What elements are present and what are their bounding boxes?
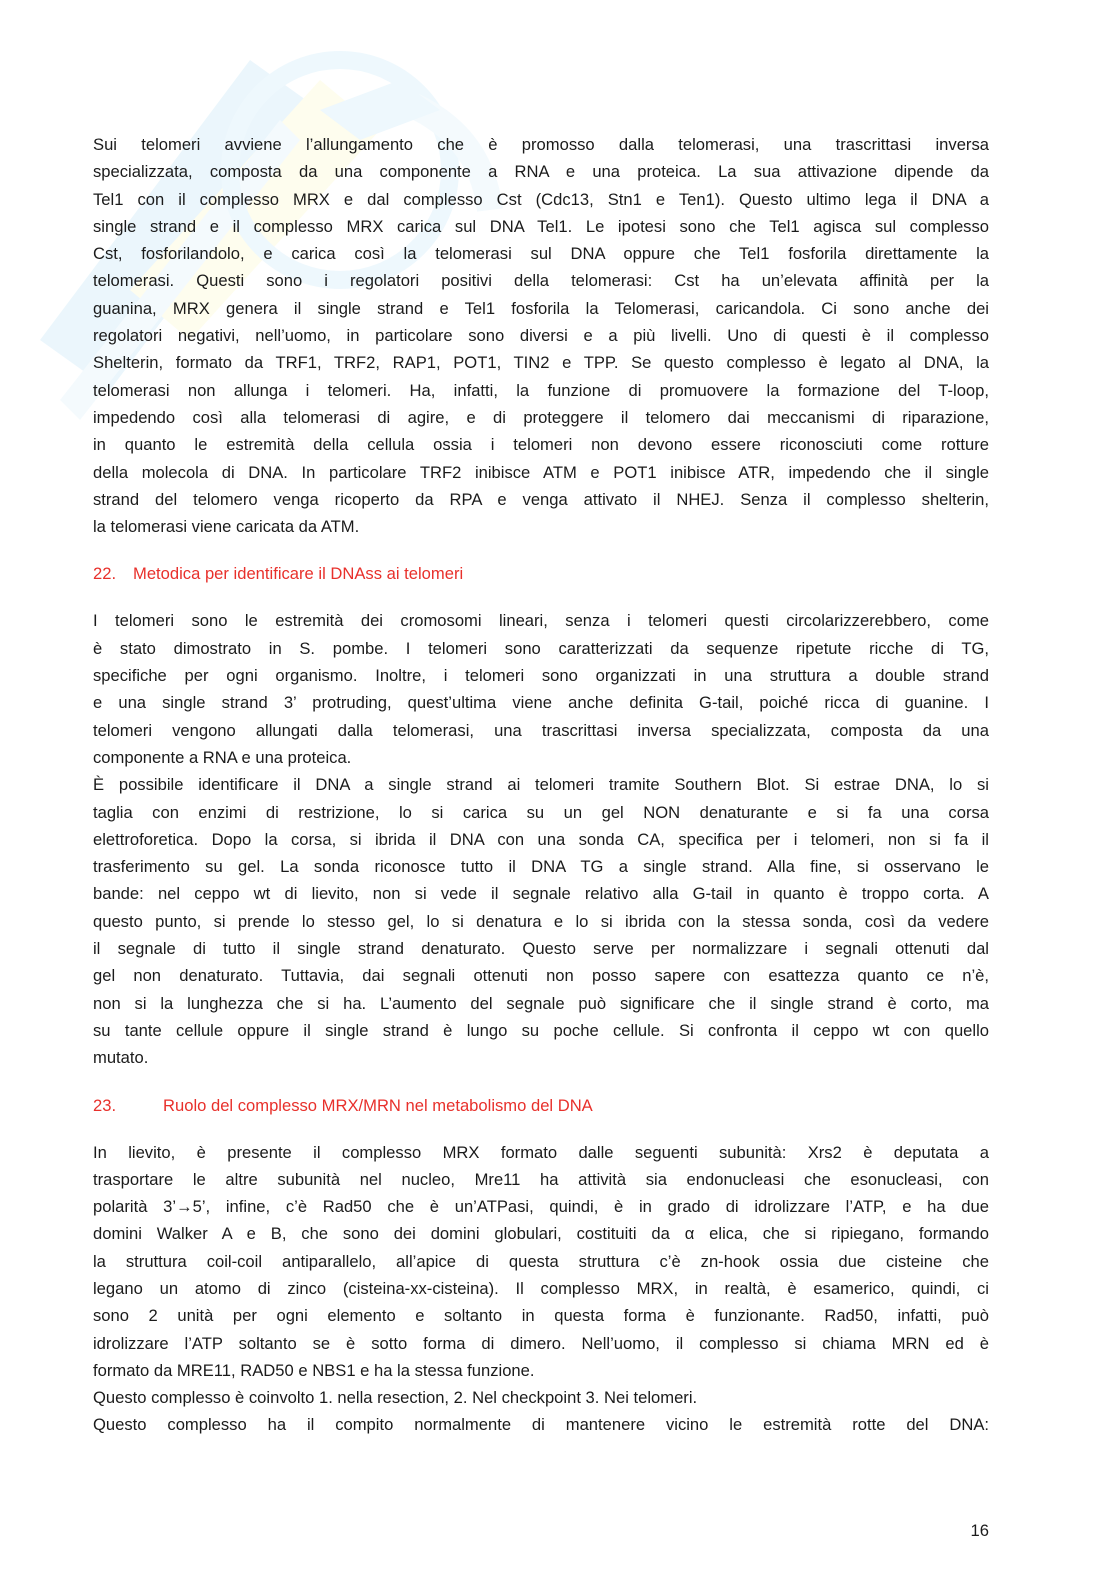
section-23-heading <box>93 1092 989 1119</box>
section-22-title: Metodica per identificare il DNAss ai telomeri <box>133 564 464 584</box>
page-number: 16 <box>970 1521 989 1540</box>
section-22-paragraph-1: I telomeri sono le estremità dei cromosomi lineari, senza i telomeri questi circolarizzerebbero, come è stato dimostrato in S. pombe. I telomeri sono caratterizzati da sequenze ripetute ricche di TG, specifiche per ogni organismo. Inoltre, i telomeri sono organizzati in una struttura a double strand e una single strand 3’ protruding, quest’ultima viene anche definita G-tail, poiché ricca di guanine. I telomeri vengono allungati dalla telomerasi, una trascrittasi inversa specializzata, composta da una componente a RNA e una proteica. <box>93 611 989 767</box>
section-23-paragraph-2: Questo complesso è coinvolto 1. nella resection, 2. Nel checkpoint 3. Nei telomeri. <box>93 1388 698 1408</box>
section-23-number: 23. <box>93 1095 117 1115</box>
section-23-paragraph-3: Questo complesso ha il compito normalmente di mantenere vicino le estremità rotte del DNA: <box>93 1415 989 1435</box>
section-22-paragraph-2: È possibile identificare il DNA a single strand ai telomeri tramite Southern Blot. Si estrae DNA, lo si taglia con enzimi di restrizione, lo si carica su un gel NON denaturante e si fa una corsa elettroforetica. Dopo la corsa, si ibrida il DNA con una sonda CA, specifica per i telomeri, non si fa il trasferimento su gel. La sonda riconosce tutto il DNA TG a single strand. Alla fine, si osservano le bande: nel ceppo wt di lievito, non si vede il segnale relativo alla G-tail in quanto è troppo corta. A questo punto, si prende lo stesso gel, lo si denatura e lo si ibrida con la stessa sonda, così da vedere il segnale di tutto il single strand denaturato. Questo serve per normalizzare i segnali ottenuti dal gel non denaturato. Tuttavia, dai segnali ottenuti non posso sapere con esattezza quanto ce n’è, non si la lunghezza che si ha. L’aumento del segnale può significare che il single strand è corto, ma su tante cellule oppure il single strand è lungo su poche cellule. Si confronta il ceppo wt con quello mutato. <box>93 775 989 1068</box>
intro-paragraph: Sui telomeri avviene l’allungamento che è promosso dalla telomerasi, una trascrittasi inversa specializzata, composta da una componente a RNA e una proteica. La sua attivazione dipende da Tel1 con il complesso MRX e dal complesso Cst (Cdc13, Stn1 e Ten1). Questo ultimo lega il DNA a single strand e il complesso MRX carica sul DNA Tel1. Le ipotesi sono che Tel1 agisca sul complesso Cst, fosforilandolo, e carica così la telomerasi sul DNA oppure che Tel1 fosforila direttamente la telomerasi. Questi sono i regolatori positivi della telomerasi: Cst ha un’elevata affinità per la guanina, MRX genera il single strand e Tel1 fosforila la Telomerasi, caricandola. Ci sono anche dei regolatori negativi, nell’uomo, in particolare sono diversi e a più livelli. Uno di questi è il complesso Shelterin, formato da TRF1, TRF2, RAP1, POT1, TIN2 e TPP. Se questo complesso è legato al DNA, la telomerasi non allunga i telomeri. Ha, infatti, la funzione di promuovere la formazione del T-loop, impedendo così alla telomerasi di agire, e di proteggere il telomero dai meccanismi di riparazione, in quanto le estremità della cellula ossia i telomeri non devono essere riconosciuti come rotture della molecola di DNA. In particolare TRF2 inibisce ATM e POT1 inibisce ATR, impedendo che il single strand del telomero venga ricoperto da RPA e venga attivato il NHEJ. Senza il complesso shelterin, la telomerasi viene caricata da ATM. <box>93 135 989 537</box>
section-22-number: 22. <box>93 564 117 584</box>
section-22-heading <box>93 560 989 587</box>
section-23-paragraph-1: In lievito, è presente il complesso MRX formato dalle seguenti subunità: Xrs2 è deputata a trasportare le altre subunità nel nucleo, Mre11 ha attività sia endonucleasi che esonucleasi, con polarità 3’→5’, infine, c’è Rad50 che è un’ATPasi, quindi, è in grado di idrolizzare l’ATP, e ha due domini Walker A e B, che sono dei domini globulari, costituiti da α elica, che si ripiegano, formando la struttura coil-coil antiparallelo, all’apice di questa struttura c’è zn-hook ossia due cisteine che legano un atomo di zinco (cisteina-xx-cisteina). Il complesso MRX, in realtà, è esamerico, quindi, ci sono 2 unità per ogni elemento e soltanto in questa forma è funzionante. Rad50, infatti, può idrolizzare l’ATP soltanto se è sotto forma di dimero. Nell’uomo, il complesso si chiama MRN ed è formato da MRE11, RAD50 e NBS1 e ha la stessa funzione. <box>93 1142 989 1380</box>
section-23-title: Ruolo del complesso MRX/MRN nel metabolismo del DNA <box>163 1095 593 1115</box>
document-body <box>93 131 989 1439</box>
